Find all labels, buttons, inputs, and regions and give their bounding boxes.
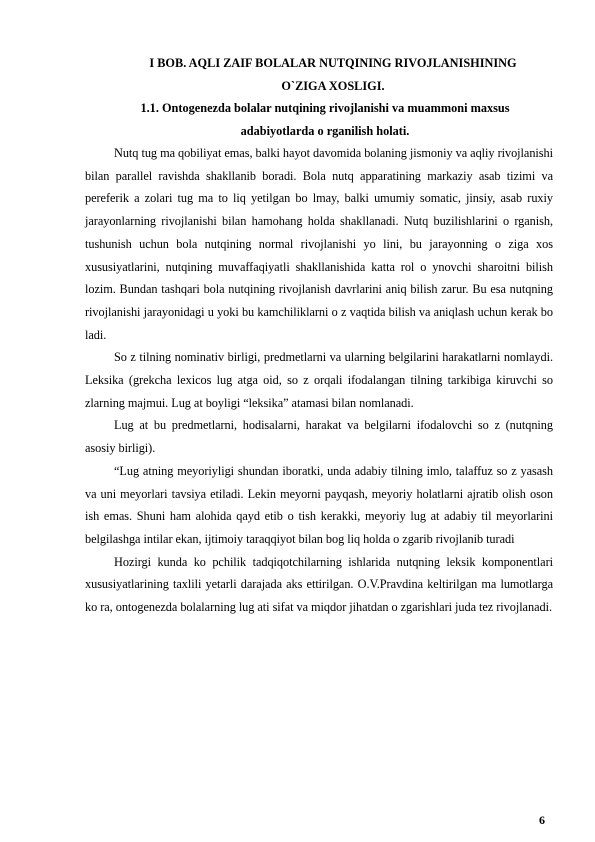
body-paragraph: Nutq tug ma qobiliyat emas, balki hayot davomida bolaning jismoniy va aqliy rivojlanishi bilan parallel ravishda shakllanib boradi. Bola nutq apparatining markaziy asab tizimi va pereferik a zolari tug ma to liq yetilgan bo lmay, balki umumiy somatic, jinsiy, asab ruxiy jarayonlarning rivojlanishi bilan hamohang holda shakllanadi. Nutq buzilishlarini o rganish, tushunish uchun bola nutqining normal rivojlanishi yo lini, bu jarayonning o ziga xos xususiyatlarini, nutqining muvaffaqiyatli shakllanishida katta rol o ynovchi sharoitni bilish lozim. Bundan tashqari bola nutqining rivojlanish davrlarini aniq bilish zarur. Bu esa nutqning rivojlanishi jarayonidagi u yoki bu kamchiliklarni o z vaqtida bilish va aniqlash uchun kerak bo ladi. (85, 146, 553, 342)
body-paragraph: Hozirgi kunda ko pchilik tadqiqotchilarning ishlarida nutqning leksik komponentlari xususiyatlarining taxlili yetarli darajada aks ettirilgan. O.V.Pravdina keltirilgan ma lumotlarga ko ra, ontogenezda bolalarning lug ati sifat va miqdor jihatdan o zgarishlari juda tez rivojlanadi. (85, 554, 553, 615)
section-title-line1: 1.1. Ontogenezda bolalar nutqining rivojlanishi va muammoni maxsus (140, 101, 510, 115)
chapter-title-line2: O`ZIGA XOSLIGI. (281, 78, 385, 93)
body-paragraph: “Lug atning meyoriyligi shundan iboratki, unda adabiy tilning imlo, talaffuz so z yasash va uni meyorlari tavsiya etiladi. Lekin meyorni payqash, meyoriy holatlarni ajratib olish oson ish emas. Shuni ham alohida qayd etib o tish kerakki, meyoriy lug at adabiy til meyorlarini belgilashga intilar ekan, ijtimoiy taraqqiyot bilan bog liq holda o zgarib rivojlanib turadi (85, 463, 553, 546)
chapter-title-line1: I BOB. AQLI ZAIF BOLALAR NUTQINING RIVOJLANISHINING (149, 56, 517, 70)
body-paragraph: Lug at bu predmetlarni, hodisalarni, harakat va belgilarni ifodalovchi so z (nutqning asosiy birligi). (85, 418, 553, 456)
page-number: 6 (539, 813, 545, 827)
section-title-line2: adabiyotlarda o rganilish holati. (240, 123, 410, 138)
body-paragraph: So z tilning nominativ birligi, predmetlarni va ularning belgilarini harakatlarni nomlaydi. Leksika (grekcha lexicos lug atga oid, so z orqali ifodalangan tilning tarkibiga kiruvchi so zlarning majmui. Lug at boyligi “leksika” atamasi bilan nomlanadi. (85, 350, 553, 410)
document-page (85, 52, 553, 619)
